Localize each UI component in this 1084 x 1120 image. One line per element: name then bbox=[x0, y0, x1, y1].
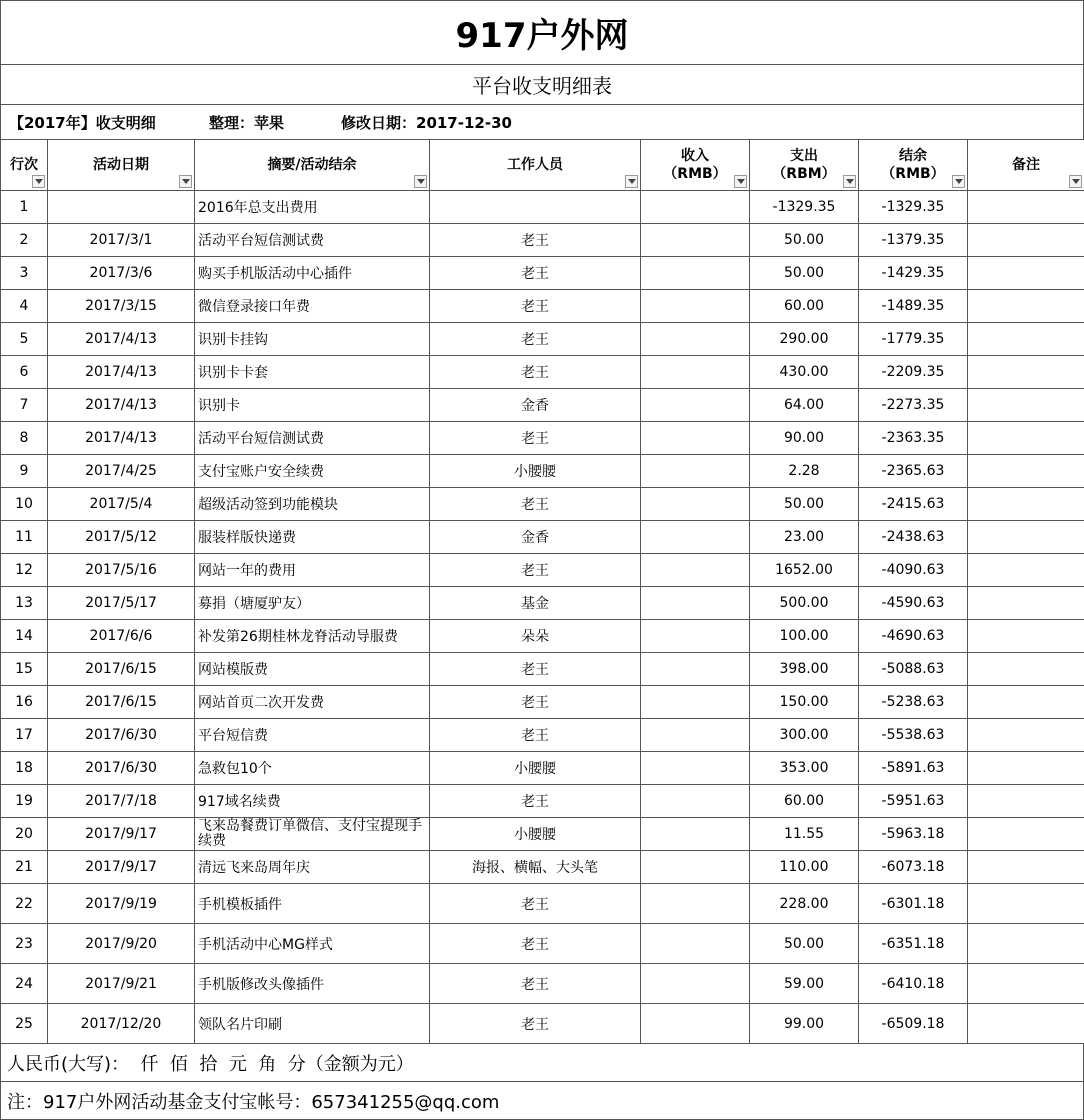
table-row bbox=[1, 257, 1084, 290]
cell-income[interactable] bbox=[641, 488, 750, 521]
cell-expense[interactable]: 2.28 bbox=[750, 455, 859, 488]
cell-income[interactable] bbox=[641, 884, 750, 924]
cell-balance[interactable]: -5963.18 bbox=[859, 818, 968, 851]
cell-note[interactable] bbox=[968, 389, 1084, 422]
cell-desc[interactable]: 活动平台短信测试费 bbox=[195, 422, 430, 455]
cell-balance[interactable]: -2415.63 bbox=[859, 488, 968, 521]
cell-expense[interactable]: 11.55 bbox=[750, 818, 859, 851]
cell-desc[interactable]: 识别卡挂钩 bbox=[195, 323, 430, 356]
table-row bbox=[1, 620, 1084, 653]
cell-balance[interactable]: -6073.18 bbox=[859, 851, 968, 884]
amount-in-words: 人民币(大写)： 仟 佰 拾 元 角 分（金额为元） bbox=[0, 1044, 1084, 1082]
cell-expense[interactable]: 100.00 bbox=[750, 620, 859, 653]
organizer-label: 整理：苹果 bbox=[209, 112, 341, 133]
cell-balance[interactable]: -6351.18 bbox=[859, 924, 968, 964]
table-row bbox=[1, 488, 1084, 521]
column-header-sublabel: （RMB） bbox=[641, 165, 749, 183]
cell-income[interactable] bbox=[641, 620, 750, 653]
cell-expense[interactable]: 353.00 bbox=[750, 752, 859, 785]
cell-date[interactable]: 2017/4/13 bbox=[48, 422, 195, 455]
column-header-7 bbox=[968, 140, 1084, 191]
filter-dropdown-icon[interactable] bbox=[32, 175, 45, 188]
cell-desc[interactable]: 超级活动签到功能模块 bbox=[195, 488, 430, 521]
cell-no[interactable]: 6 bbox=[1, 356, 48, 389]
cell-desc[interactable]: 支付宝账户安全续费 bbox=[195, 455, 430, 488]
cell-expense[interactable]: 99.00 bbox=[750, 1004, 859, 1044]
table-row bbox=[1, 719, 1084, 752]
table-row bbox=[1, 851, 1084, 884]
cell-expense[interactable]: 228.00 bbox=[750, 884, 859, 924]
cell-balance[interactable]: -1429.35 bbox=[859, 257, 968, 290]
cell-no[interactable]: 23 bbox=[1, 924, 48, 964]
cell-date[interactable]: 2017/4/25 bbox=[48, 455, 195, 488]
cell-income[interactable] bbox=[641, 224, 750, 257]
cell-balance[interactable]: -2365.63 bbox=[859, 455, 968, 488]
cell-date[interactable]: 2017/7/18 bbox=[48, 785, 195, 818]
cell-balance[interactable]: -2363.35 bbox=[859, 422, 968, 455]
cell-income[interactable] bbox=[641, 587, 750, 620]
filter-dropdown-icon[interactable] bbox=[1069, 175, 1082, 188]
cell-no[interactable]: 3 bbox=[1, 257, 48, 290]
cell-note[interactable] bbox=[968, 554, 1084, 587]
table-row bbox=[1, 455, 1084, 488]
cell-expense[interactable]: 50.00 bbox=[750, 488, 859, 521]
table-row bbox=[1, 752, 1084, 785]
account-note: 注：917户外网活动基金支付宝帐号：657341255@qq.com bbox=[0, 1082, 1084, 1120]
cell-desc[interactable]: 识别卡 bbox=[195, 389, 430, 422]
cell-staff[interactable]: 老王 bbox=[430, 884, 641, 924]
cell-no[interactable]: 2 bbox=[1, 224, 48, 257]
cell-no[interactable]: 22 bbox=[1, 884, 48, 924]
cell-no[interactable]: 25 bbox=[1, 1004, 48, 1044]
cell-balance[interactable]: -4690.63 bbox=[859, 620, 968, 653]
cell-date[interactable]: 2017/9/19 bbox=[48, 884, 195, 924]
cell-income[interactable] bbox=[641, 356, 750, 389]
cell-balance[interactable]: -1329.35 bbox=[859, 191, 968, 224]
ledger-table bbox=[0, 139, 1084, 1044]
cell-date[interactable]: 2017/6/6 bbox=[48, 620, 195, 653]
cell-expense[interactable]: 90.00 bbox=[750, 422, 859, 455]
cell-staff[interactable]: 老王 bbox=[430, 924, 641, 964]
cell-staff[interactable]: 老王 bbox=[430, 686, 641, 719]
cell-note[interactable] bbox=[968, 818, 1084, 851]
cell-desc[interactable]: 急救包10个 bbox=[195, 752, 430, 785]
cell-staff[interactable]: 基金 bbox=[430, 587, 641, 620]
cell-income[interactable] bbox=[641, 686, 750, 719]
cell-balance[interactable]: -6509.18 bbox=[859, 1004, 968, 1044]
cell-staff[interactable]: 金香 bbox=[430, 389, 641, 422]
sheet-subtitle: 平台收支明细表 bbox=[0, 65, 1084, 105]
cell-note[interactable] bbox=[968, 191, 1084, 224]
cell-no[interactable]: 5 bbox=[1, 323, 48, 356]
cell-income[interactable] bbox=[641, 455, 750, 488]
cell-expense[interactable]: 60.00 bbox=[750, 290, 859, 323]
cell-staff[interactable]: 老王 bbox=[430, 653, 641, 686]
cell-date[interactable]: 2017/9/20 bbox=[48, 924, 195, 964]
cell-note[interactable] bbox=[968, 521, 1084, 554]
filter-dropdown-icon[interactable] bbox=[625, 175, 638, 188]
cell-desc[interactable]: 手机版修改头像插件 bbox=[195, 964, 430, 1004]
cell-no[interactable]: 12 bbox=[1, 554, 48, 587]
column-header-label: 支出 bbox=[750, 147, 858, 165]
cell-date[interactable]: 2017/5/12 bbox=[48, 521, 195, 554]
cell-no[interactable]: 24 bbox=[1, 964, 48, 1004]
cell-note[interactable] bbox=[968, 964, 1084, 1004]
cell-date[interactable]: 2017/3/1 bbox=[48, 224, 195, 257]
filter-dropdown-icon[interactable] bbox=[952, 175, 965, 188]
cell-staff[interactable]: 老王 bbox=[430, 488, 641, 521]
table-row bbox=[1, 224, 1084, 257]
table-row bbox=[1, 964, 1084, 1004]
cell-desc[interactable]: 服装样版快递费 bbox=[195, 521, 430, 554]
table-row bbox=[1, 356, 1084, 389]
cell-no[interactable]: 9 bbox=[1, 455, 48, 488]
header-row bbox=[1, 140, 1084, 191]
cell-expense[interactable]: 23.00 bbox=[750, 521, 859, 554]
cell-note[interactable] bbox=[968, 290, 1084, 323]
cell-balance[interactable]: -6410.18 bbox=[859, 964, 968, 1004]
cell-expense[interactable]: 59.00 bbox=[750, 964, 859, 1004]
cell-note[interactable] bbox=[968, 224, 1084, 257]
table-row bbox=[1, 290, 1084, 323]
cell-date[interactable]: 2017/4/13 bbox=[48, 389, 195, 422]
cell-staff[interactable]: 老王 bbox=[430, 290, 641, 323]
cell-note[interactable] bbox=[968, 851, 1084, 884]
cell-staff[interactable]: 金香 bbox=[430, 521, 641, 554]
column-header-1 bbox=[48, 140, 195, 191]
cell-no[interactable]: 20 bbox=[1, 818, 48, 851]
table-row bbox=[1, 191, 1084, 224]
cell-date[interactable]: 2017/3/15 bbox=[48, 290, 195, 323]
cell-balance[interactable]: -5538.63 bbox=[859, 719, 968, 752]
table-row bbox=[1, 1004, 1084, 1044]
table-row bbox=[1, 587, 1084, 620]
cell-income[interactable] bbox=[641, 719, 750, 752]
cell-staff[interactable]: 老王 bbox=[430, 964, 641, 1004]
cell-income[interactable] bbox=[641, 818, 750, 851]
cell-date[interactable]: 2017/3/6 bbox=[48, 257, 195, 290]
cell-staff[interactable]: 老王 bbox=[430, 356, 641, 389]
cell-staff[interactable]: 老王 bbox=[430, 1004, 641, 1044]
cell-expense[interactable]: 50.00 bbox=[750, 924, 859, 964]
cell-income[interactable] bbox=[641, 554, 750, 587]
cell-no[interactable]: 1 bbox=[1, 191, 48, 224]
column-header-label: 结余 bbox=[859, 147, 967, 165]
cell-date[interactable]: 2017/9/17 bbox=[48, 818, 195, 851]
cell-income[interactable] bbox=[641, 323, 750, 356]
cell-balance[interactable]: -4090.63 bbox=[859, 554, 968, 587]
cell-income[interactable] bbox=[641, 785, 750, 818]
cell-staff[interactable]: 小腰腰 bbox=[430, 752, 641, 785]
column-header-4 bbox=[641, 140, 750, 191]
cell-staff[interactable]: 老王 bbox=[430, 323, 641, 356]
cell-income[interactable] bbox=[641, 422, 750, 455]
cell-expense[interactable]: 150.00 bbox=[750, 686, 859, 719]
filter-dropdown-icon[interactable] bbox=[734, 175, 747, 188]
cell-expense[interactable]: 60.00 bbox=[750, 785, 859, 818]
cell-no[interactable]: 18 bbox=[1, 752, 48, 785]
cell-expense[interactable]: 500.00 bbox=[750, 587, 859, 620]
cell-desc[interactable]: 网站模版费 bbox=[195, 653, 430, 686]
cell-expense[interactable]: 430.00 bbox=[750, 356, 859, 389]
cell-desc[interactable]: 领队名片印刷 bbox=[195, 1004, 430, 1044]
table-row bbox=[1, 422, 1084, 455]
cell-balance[interactable]: -4590.63 bbox=[859, 587, 968, 620]
cell-note[interactable] bbox=[968, 422, 1084, 455]
cell-expense[interactable]: -1329.35 bbox=[750, 191, 859, 224]
cell-date[interactable]: 2017/5/17 bbox=[48, 587, 195, 620]
column-header-0 bbox=[1, 140, 48, 191]
cell-desc[interactable]: 购买手机版活动中心插件 bbox=[195, 257, 430, 290]
cell-expense[interactable]: 50.00 bbox=[750, 224, 859, 257]
column-header-sublabel: （RMB） bbox=[859, 165, 967, 183]
cell-income[interactable] bbox=[641, 389, 750, 422]
cell-note[interactable] bbox=[968, 587, 1084, 620]
cell-no[interactable]: 11 bbox=[1, 521, 48, 554]
cell-desc[interactable]: 917域名续费 bbox=[195, 785, 430, 818]
cell-expense[interactable]: 50.00 bbox=[750, 257, 859, 290]
cell-desc[interactable]: 活动平台短信测试费 bbox=[195, 224, 430, 257]
cell-date[interactable]: 2017/4/13 bbox=[48, 323, 195, 356]
column-header-sublabel: （RBM） bbox=[750, 165, 858, 183]
cell-date[interactable]: 2017/5/4 bbox=[48, 488, 195, 521]
cell-note[interactable] bbox=[968, 752, 1084, 785]
cell-no[interactable]: 8 bbox=[1, 422, 48, 455]
cell-expense[interactable]: 300.00 bbox=[750, 719, 859, 752]
cell-no[interactable]: 7 bbox=[1, 389, 48, 422]
cell-balance[interactable]: -2438.63 bbox=[859, 521, 968, 554]
cell-date[interactable]: 2017/5/16 bbox=[48, 554, 195, 587]
modified-date-label: 修改日期：2017-12-30 bbox=[341, 112, 512, 133]
cell-note[interactable] bbox=[968, 719, 1084, 752]
cell-desc[interactable]: 飞来岛餐费订单微信、支付宝提现手续费 bbox=[195, 818, 430, 851]
cell-income[interactable] bbox=[641, 257, 750, 290]
cell-staff[interactable]: 老王 bbox=[430, 554, 641, 587]
cell-date[interactable]: 2017/4/13 bbox=[48, 356, 195, 389]
table-row bbox=[1, 521, 1084, 554]
cell-balance[interactable]: -2273.35 bbox=[859, 389, 968, 422]
cell-note[interactable] bbox=[968, 257, 1084, 290]
cell-expense[interactable]: 64.00 bbox=[750, 389, 859, 422]
cell-desc[interactable]: 微信登录接口年费 bbox=[195, 290, 430, 323]
column-header-3 bbox=[430, 140, 641, 191]
cell-income[interactable] bbox=[641, 290, 750, 323]
cell-date[interactable]: 2017/9/21 bbox=[48, 964, 195, 1004]
cell-no[interactable]: 17 bbox=[1, 719, 48, 752]
table-row bbox=[1, 686, 1084, 719]
cell-expense[interactable]: 1652.00 bbox=[750, 554, 859, 587]
cell-note[interactable] bbox=[968, 455, 1084, 488]
cell-date[interactable] bbox=[48, 191, 195, 224]
cell-balance[interactable]: -2209.35 bbox=[859, 356, 968, 389]
cell-balance[interactable]: -5238.63 bbox=[859, 686, 968, 719]
table-row bbox=[1, 924, 1084, 964]
cell-balance[interactable]: -5088.63 bbox=[859, 653, 968, 686]
cell-staff[interactable]: 小腰腰 bbox=[430, 818, 641, 851]
cell-note[interactable] bbox=[968, 884, 1084, 924]
column-header-label: 工作人员 bbox=[430, 156, 640, 174]
column-header-6 bbox=[859, 140, 968, 191]
cell-no[interactable]: 10 bbox=[1, 488, 48, 521]
cell-no[interactable]: 15 bbox=[1, 653, 48, 686]
column-header-2 bbox=[195, 140, 430, 191]
cell-note[interactable] bbox=[968, 686, 1084, 719]
cell-note[interactable] bbox=[968, 785, 1084, 818]
cell-staff[interactable]: 老王 bbox=[430, 785, 641, 818]
cell-staff[interactable]: 小腰腰 bbox=[430, 455, 641, 488]
cell-staff[interactable]: 老王 bbox=[430, 224, 641, 257]
cell-note[interactable] bbox=[968, 323, 1084, 356]
cell-desc[interactable]: 手机活动中心MG样式 bbox=[195, 924, 430, 964]
year-label: 【2017年】收支明细 bbox=[9, 112, 209, 133]
cell-desc[interactable]: 补发第26期桂林龙脊活动导服费 bbox=[195, 620, 430, 653]
table-row bbox=[1, 389, 1084, 422]
cell-expense[interactable]: 290.00 bbox=[750, 323, 859, 356]
table-row bbox=[1, 818, 1084, 851]
cell-note[interactable] bbox=[968, 924, 1084, 964]
column-header-label: 摘要/活动结余 bbox=[195, 156, 429, 174]
table-row bbox=[1, 884, 1084, 924]
cell-income[interactable] bbox=[641, 191, 750, 224]
cell-staff[interactable]: 老王 bbox=[430, 257, 641, 290]
cell-desc[interactable]: 清远飞来岛周年庆 bbox=[195, 851, 430, 884]
cell-expense[interactable]: 398.00 bbox=[750, 653, 859, 686]
cell-balance[interactable]: -6301.18 bbox=[859, 884, 968, 924]
cell-staff[interactable] bbox=[430, 191, 641, 224]
cell-staff[interactable]: 海报、横幅、大头笔 bbox=[430, 851, 641, 884]
cell-income[interactable] bbox=[641, 924, 750, 964]
ledger-body bbox=[1, 191, 1084, 1044]
cell-desc[interactable]: 网站一年的费用 bbox=[195, 554, 430, 587]
cell-staff[interactable]: 老王 bbox=[430, 719, 641, 752]
cell-income[interactable] bbox=[641, 851, 750, 884]
cell-date[interactable]: 2017/6/30 bbox=[48, 752, 195, 785]
cell-no[interactable]: 21 bbox=[1, 851, 48, 884]
cell-date[interactable]: 2017/6/15 bbox=[48, 686, 195, 719]
cell-no[interactable]: 19 bbox=[1, 785, 48, 818]
cell-income[interactable] bbox=[641, 752, 750, 785]
cell-no[interactable]: 13 bbox=[1, 587, 48, 620]
sheet-title: 917户外网 bbox=[0, 0, 1084, 65]
filter-dropdown-icon[interactable] bbox=[179, 175, 192, 188]
cell-desc[interactable]: 平台短信费 bbox=[195, 719, 430, 752]
cell-note[interactable] bbox=[968, 356, 1084, 389]
column-header-label: 收入 bbox=[641, 147, 749, 165]
cell-income[interactable] bbox=[641, 521, 750, 554]
cell-balance[interactable]: -5891.63 bbox=[859, 752, 968, 785]
cell-balance[interactable]: -5951.63 bbox=[859, 785, 968, 818]
column-header-label: 备注 bbox=[968, 156, 1084, 174]
cell-income[interactable] bbox=[641, 653, 750, 686]
cell-staff[interactable]: 朵朵 bbox=[430, 620, 641, 653]
cell-note[interactable] bbox=[968, 620, 1084, 653]
cell-balance[interactable]: -1379.35 bbox=[859, 224, 968, 257]
info-row bbox=[0, 105, 1084, 139]
cell-desc[interactable]: 网站首页二次开发费 bbox=[195, 686, 430, 719]
cell-note[interactable] bbox=[968, 653, 1084, 686]
cell-no[interactable]: 4 bbox=[1, 290, 48, 323]
cell-balance[interactable]: -1779.35 bbox=[859, 323, 968, 356]
column-header-label: 活动日期 bbox=[48, 156, 194, 174]
cell-income[interactable] bbox=[641, 1004, 750, 1044]
cell-note[interactable] bbox=[968, 1004, 1084, 1044]
cell-desc[interactable]: 2016年总支出费用 bbox=[195, 191, 430, 224]
cell-staff[interactable]: 老王 bbox=[430, 422, 641, 455]
cell-expense[interactable]: 110.00 bbox=[750, 851, 859, 884]
table-row bbox=[1, 554, 1084, 587]
cell-date[interactable]: 2017/6/30 bbox=[48, 719, 195, 752]
cell-no[interactable]: 14 bbox=[1, 620, 48, 653]
cell-date[interactable]: 2017/12/20 bbox=[48, 1004, 195, 1044]
table-row bbox=[1, 785, 1084, 818]
cell-balance[interactable]: -1489.35 bbox=[859, 290, 968, 323]
table-row bbox=[1, 653, 1084, 686]
table-row bbox=[1, 323, 1084, 356]
cell-desc[interactable]: 募捐（塘厦驴友） bbox=[195, 587, 430, 620]
cell-desc[interactable]: 手机模板插件 bbox=[195, 884, 430, 924]
cell-date[interactable]: 2017/6/15 bbox=[48, 653, 195, 686]
column-header-5 bbox=[750, 140, 859, 191]
filter-dropdown-icon[interactable] bbox=[414, 175, 427, 188]
cell-date[interactable]: 2017/9/17 bbox=[48, 851, 195, 884]
cell-no[interactable]: 16 bbox=[1, 686, 48, 719]
filter-dropdown-icon[interactable] bbox=[843, 175, 856, 188]
cell-desc[interactable]: 识别卡卡套 bbox=[195, 356, 430, 389]
cell-note[interactable] bbox=[968, 488, 1084, 521]
cell-income[interactable] bbox=[641, 964, 750, 1004]
column-header-label: 行次 bbox=[1, 156, 47, 174]
